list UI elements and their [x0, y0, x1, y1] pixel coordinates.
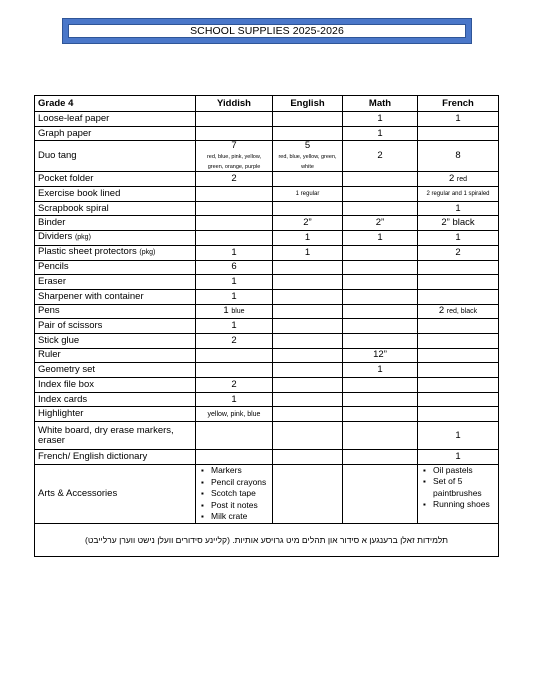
cell-math — [343, 201, 418, 216]
cell-item — [35, 392, 196, 407]
cell-yiddish-value: 1 — [231, 290, 237, 302]
cell-english — [273, 363, 343, 378]
cell-yiddish-value: 2 — [231, 173, 237, 185]
cell-math — [343, 260, 418, 275]
cell-french — [418, 112, 499, 127]
table-row — [35, 126, 499, 141]
cell-item-value: Eraser — [38, 276, 66, 288]
cell-yiddish — [196, 172, 273, 187]
cell-yiddish — [196, 187, 273, 202]
accessories-french — [418, 464, 499, 523]
cell-math-value: 2 — [377, 150, 383, 162]
table-row — [35, 141, 499, 172]
cell-item — [35, 304, 196, 319]
cell-math — [343, 407, 418, 422]
cell-yiddish — [196, 201, 273, 216]
table-row — [35, 245, 499, 260]
cell-english — [273, 231, 343, 246]
cell-french — [418, 126, 499, 141]
cell-item-value: Pencils — [38, 261, 69, 273]
cell-item — [35, 319, 196, 334]
cell-yiddish — [196, 333, 273, 348]
cell-english — [273, 172, 343, 187]
list-item: ▪ Markers — [211, 465, 269, 477]
cell-item — [35, 422, 196, 450]
cell-math — [343, 304, 418, 319]
header-row — [35, 96, 499, 112]
cell-yiddish — [196, 363, 273, 378]
cell-yiddish-value: 2 — [231, 378, 237, 390]
table-row — [35, 275, 499, 290]
cell-english — [273, 216, 343, 231]
cell-french — [418, 422, 499, 450]
cell-english-value: 1 — [304, 246, 311, 258]
cell-yiddish-note: red, blue, pink, yellow, green, orange, purple — [206, 154, 262, 171]
cell-item — [35, 450, 196, 465]
list-item: ▪ Set of 5 paintbrushes — [433, 476, 495, 499]
cell-french — [418, 348, 499, 363]
cell-math — [343, 450, 418, 465]
accessories-yiddish-list — [199, 465, 269, 523]
cell-math — [343, 363, 418, 378]
column-header-math: Math — [343, 96, 418, 112]
cell-french-note: red, black — [446, 307, 478, 315]
cell-item — [35, 187, 196, 202]
cell-english — [273, 407, 343, 422]
cell-english — [273, 422, 343, 450]
cell-item — [35, 378, 196, 393]
cell-item-value: Scrapbook spiral — [38, 202, 109, 214]
cell-french-value: 1 — [455, 429, 461, 441]
cell-french — [418, 392, 499, 407]
cell-french — [418, 378, 499, 393]
cell-math — [343, 216, 418, 231]
cell-item-note: (pkg) — [74, 234, 91, 242]
cell-french-value: 1 — [455, 231, 461, 243]
column-header-grade: Grade 4 — [35, 96, 196, 112]
table-row — [35, 319, 499, 334]
cell-yiddish — [196, 392, 273, 407]
cell-math — [343, 187, 418, 202]
cell-math — [343, 245, 418, 260]
cell-french — [418, 450, 499, 465]
cell-french — [418, 407, 499, 422]
cell-math — [343, 319, 418, 334]
cell-item — [35, 348, 196, 363]
cell-french — [418, 245, 499, 260]
cell-english — [273, 141, 343, 172]
cell-yiddish-value: 1 — [231, 393, 237, 405]
cell-item — [35, 112, 196, 127]
cell-math — [343, 126, 418, 141]
cell-english — [273, 289, 343, 304]
cell-item-value: White board, dry erase markers, eraser — [38, 424, 174, 446]
cell-math-value: 1 — [377, 364, 383, 376]
cell-item-value: Index file box — [38, 378, 94, 390]
cell-yiddish — [196, 378, 273, 393]
cell-english-value: 5 — [304, 140, 311, 152]
cell-yiddish-value: 1 — [231, 320, 237, 332]
cell-item — [35, 275, 196, 290]
cell-french-value: 1 — [455, 450, 461, 462]
column-header-english: English — [273, 96, 343, 112]
table-row — [35, 231, 499, 246]
cell-yiddish — [196, 141, 273, 172]
table-row — [35, 187, 499, 202]
cell-math — [343, 289, 418, 304]
cell-french — [418, 172, 499, 187]
cell-yiddish-value: 7 — [231, 140, 237, 152]
accessories-row — [35, 464, 499, 523]
cell-item — [35, 172, 196, 187]
cell-math-value: 2” — [375, 217, 385, 229]
cell-math — [343, 172, 418, 187]
accessories-yiddish — [196, 464, 273, 523]
cell-item-value: Ruler — [38, 349, 61, 361]
cell-english — [273, 126, 343, 141]
cell-yiddish — [196, 260, 273, 275]
cell-english — [273, 333, 343, 348]
cell-french — [418, 216, 499, 231]
cell-math — [343, 348, 418, 363]
cell-french-value: 1 — [455, 112, 461, 124]
cell-math — [343, 392, 418, 407]
cell-english — [273, 378, 343, 393]
cell-item-value: Geometry set — [38, 364, 96, 376]
cell-yiddish — [196, 450, 273, 465]
cell-item-value: French/ English dictionary — [38, 450, 148, 462]
cell-french-value: 2” black — [441, 217, 475, 229]
cell-item-value: Duo tang — [38, 150, 77, 162]
list-item: ▪ Milk crate — [211, 511, 269, 523]
cell-yiddish — [196, 319, 273, 334]
cell-french — [418, 304, 499, 319]
accessories-french-list — [421, 465, 495, 511]
cell-math — [343, 378, 418, 393]
list-item: ▪ Oil pastels — [433, 465, 495, 477]
cell-item-value: Plastic sheet protectors — [38, 246, 137, 258]
cell-item-value: Pens — [38, 305, 60, 317]
cell-english — [273, 187, 343, 202]
footer-note: תלמידות זאלן ברענגען א סידור און תהלים מיט גרויסע אותיות. (קליינע סידורים וועלן נישט ווערן ערלייבט) — [35, 523, 499, 556]
cell-yiddish-value: 2 — [231, 334, 237, 346]
cell-item-value: Sharpener with container — [38, 290, 144, 302]
cell-item-value: Stick glue — [38, 334, 80, 346]
cell-english — [273, 348, 343, 363]
cell-french-value: 1 — [455, 202, 461, 214]
accessories-label: Arts & Accessories — [35, 464, 196, 523]
cell-item-value: Index cards — [38, 393, 88, 405]
cell-item-value: Exercise book lined — [38, 187, 121, 199]
cell-yiddish — [196, 289, 273, 304]
table-row — [35, 304, 499, 319]
list-item: ▪ Scotch tape — [211, 488, 269, 500]
cell-french — [418, 275, 499, 290]
list-item: ▪ Pencil crayons — [211, 477, 269, 489]
cell-math — [343, 231, 418, 246]
table-row — [35, 348, 499, 363]
cell-french — [418, 363, 499, 378]
cell-english-note: red, blue, yellow, green, white — [278, 154, 337, 171]
list-item: ▪ Post it notes — [211, 500, 269, 512]
cell-english — [273, 304, 343, 319]
cell-math-value: 1 — [377, 231, 383, 243]
cell-item — [35, 216, 196, 231]
cell-yiddish — [196, 216, 273, 231]
cell-yiddish — [196, 422, 273, 450]
cell-yiddish — [196, 348, 273, 363]
table-row — [35, 392, 499, 407]
accessories-english — [273, 464, 343, 523]
cell-yiddish — [196, 407, 273, 422]
cell-french — [418, 289, 499, 304]
cell-english-value: 1 — [304, 231, 311, 243]
table-row — [35, 172, 499, 187]
cell-french-value: 2 regular and 1 spiraled — [426, 191, 490, 198]
table-row — [35, 201, 499, 216]
table-row — [35, 450, 499, 465]
cell-yiddish — [196, 304, 273, 319]
cell-item — [35, 126, 196, 141]
cell-item-value: Graph paper — [38, 127, 92, 139]
list-item: ▪ Running shoes — [433, 499, 495, 511]
cell-french — [418, 187, 499, 202]
cell-french-value: 2 — [438, 304, 445, 316]
cell-item — [35, 407, 196, 422]
cell-french — [418, 231, 499, 246]
supplies-table — [34, 95, 499, 557]
cell-french-value: 2 — [448, 172, 455, 184]
cell-english — [273, 275, 343, 290]
cell-item-value: Binder — [38, 217, 66, 229]
cell-item — [35, 245, 196, 260]
cell-item — [35, 231, 196, 246]
cell-english-value: 1 regular — [295, 191, 320, 198]
cell-item-note: (pkg) — [139, 249, 156, 257]
cell-english-value: 2” — [303, 217, 312, 229]
cell-item-value: Dividers — [38, 231, 73, 243]
cell-math-value: 1 — [377, 112, 383, 124]
cell-french — [418, 201, 499, 216]
cell-french — [418, 141, 499, 172]
cell-french — [418, 260, 499, 275]
table-row — [35, 216, 499, 231]
cell-yiddish-value: 1 — [223, 304, 229, 316]
page-title: SCHOOL SUPPLIES 2025-2026 — [68, 24, 466, 38]
cell-math — [343, 141, 418, 172]
cell-item-value: Highlighter — [38, 408, 84, 420]
cell-item — [35, 333, 196, 348]
cell-english — [273, 450, 343, 465]
table-row — [35, 407, 499, 422]
cell-item-value: Pair of scissors — [38, 320, 103, 332]
table-row — [35, 260, 499, 275]
accessories-math — [343, 464, 418, 523]
cell-yiddish-value: 1 — [231, 246, 237, 258]
cell-yiddish-value: 1 — [231, 276, 237, 288]
cell-math — [343, 333, 418, 348]
cell-yiddish-note: blue — [231, 307, 245, 315]
cell-math-value: 1 — [377, 127, 383, 139]
table-row — [35, 333, 499, 348]
cell-english — [273, 245, 343, 260]
cell-math — [343, 112, 418, 127]
table-row — [35, 363, 499, 378]
table-row — [35, 378, 499, 393]
cell-item — [35, 201, 196, 216]
column-header-yiddish: Yiddish — [196, 96, 273, 112]
cell-yiddish-value: yellow, pink, blue — [207, 410, 261, 418]
cell-french-value: 8 — [455, 150, 461, 162]
cell-yiddish — [196, 126, 273, 141]
cell-english — [273, 201, 343, 216]
column-header-french: French — [418, 96, 499, 112]
cell-item-value: Pocket folder — [38, 173, 94, 185]
cell-yiddish — [196, 231, 273, 246]
cell-yiddish — [196, 245, 273, 260]
footer-note-row — [35, 523, 499, 556]
cell-english — [273, 112, 343, 127]
header-band — [62, 18, 472, 44]
cell-english — [273, 319, 343, 334]
table-row — [35, 112, 499, 127]
cell-french-note: red — [456, 175, 468, 183]
cell-french-value: 2 — [455, 246, 461, 258]
table-row — [35, 422, 499, 450]
cell-item — [35, 363, 196, 378]
cell-yiddish — [196, 112, 273, 127]
cell-french — [418, 333, 499, 348]
cell-yiddish — [196, 275, 273, 290]
cell-item — [35, 289, 196, 304]
cell-english — [273, 392, 343, 407]
cell-math-value: 12” — [373, 349, 387, 361]
cell-math — [343, 422, 418, 450]
cell-item — [35, 260, 196, 275]
table-row — [35, 289, 499, 304]
cell-math — [343, 275, 418, 290]
cell-item-value: Loose-leaf paper — [38, 112, 110, 124]
cell-yiddish-value: 6 — [231, 261, 237, 273]
cell-french — [418, 319, 499, 334]
cell-english — [273, 260, 343, 275]
cell-item — [35, 141, 196, 172]
